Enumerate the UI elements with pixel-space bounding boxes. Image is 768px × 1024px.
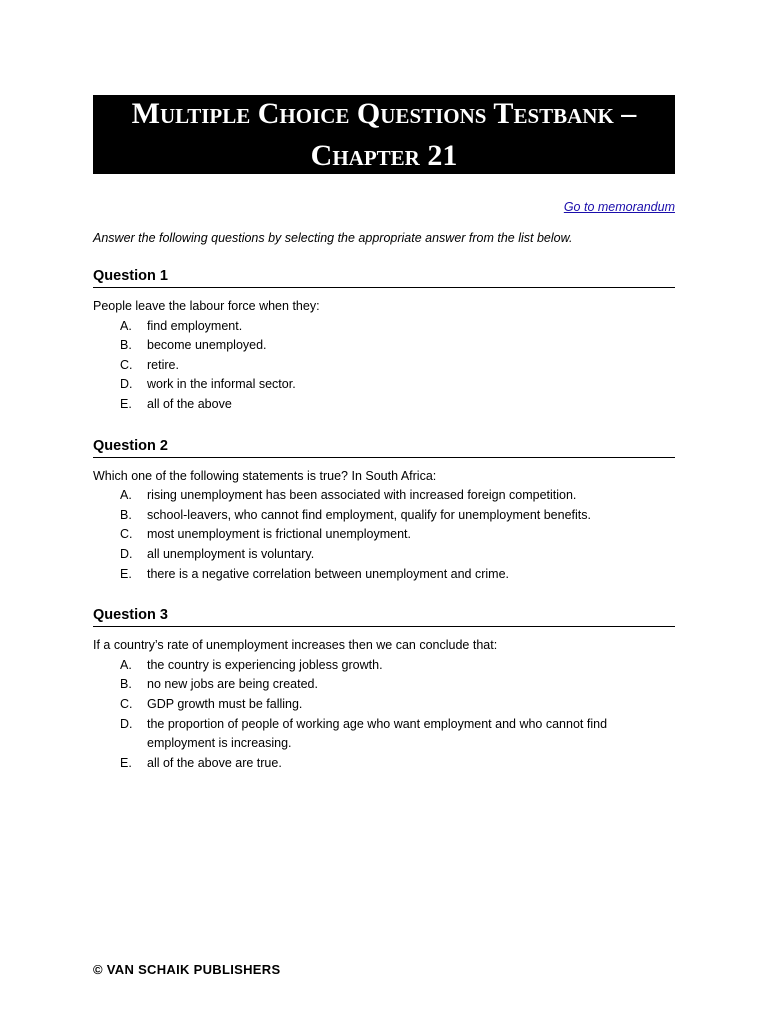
question-stem: Which one of the following statements is true? In South Africa: <box>93 468 437 483</box>
option-item <box>93 695 675 715</box>
question-stem: People leave the labour force when they: <box>93 299 320 313</box>
option-item <box>93 754 675 774</box>
option-letter: E. <box>120 755 132 770</box>
option-letter: A. <box>120 488 132 503</box>
option-item <box>93 565 675 585</box>
option-item <box>93 715 675 754</box>
option-text: retire. <box>147 357 179 372</box>
option-letter: A. <box>120 657 132 672</box>
option-text: become unemployed. <box>147 338 267 353</box>
instructions-text: Answer the following questions by selecting the appropriate answer from the list below. <box>93 231 573 245</box>
option-item <box>93 656 675 676</box>
option-text: all of the above <box>147 396 232 411</box>
option-text: rising unemployment has been associated with increased foreign competition. <box>147 488 577 503</box>
option-letter: C. <box>120 696 133 711</box>
footer-copyright: © VAN SCHAIK PUBLISHERS <box>93 962 281 977</box>
question-2 <box>93 437 675 585</box>
option-letter: B. <box>120 338 132 353</box>
memo-link-row <box>93 198 675 216</box>
option-text: most unemployment is frictional unemployment. <box>147 527 412 542</box>
option-text: all of the above are true. <box>147 755 282 770</box>
question-heading: Question 3 <box>93 606 675 627</box>
option-item <box>93 336 675 356</box>
option-letter: E. <box>120 566 132 581</box>
question-1 <box>93 267 675 415</box>
option-text: all unemployment is voluntary. <box>147 546 315 561</box>
option-letter: C. <box>120 527 133 542</box>
option-letter: B. <box>120 677 132 692</box>
option-item <box>93 675 675 695</box>
option-text: GDP growth must be falling. <box>147 696 303 711</box>
option-text: there is a negative correlation between unemployment and crime. <box>147 566 510 581</box>
option-item <box>93 506 675 526</box>
option-list <box>93 486 675 584</box>
option-letter: B. <box>120 507 132 522</box>
option-text: find employment. <box>147 318 243 333</box>
question-stem: If a country’s rate of unemployment increases then we can conclude that: <box>93 638 498 653</box>
option-item <box>93 317 675 337</box>
option-letter: A. <box>120 318 132 333</box>
option-item <box>93 545 675 565</box>
option-text: work in the informal sector. <box>147 377 296 392</box>
question-heading: Question 2 <box>93 437 675 458</box>
option-item <box>93 525 675 545</box>
question-3 <box>93 606 675 773</box>
option-text: no new jobs are being created. <box>147 677 318 692</box>
option-item <box>93 356 675 376</box>
go-to-memorandum-link[interactable]: Go to memorandum <box>563 200 675 214</box>
option-list <box>93 317 675 415</box>
question-heading: Question 1 <box>93 267 675 288</box>
option-list <box>93 656 675 774</box>
option-text: the country is experiencing jobless growth. <box>147 657 383 672</box>
option-letter: D. <box>120 546 133 561</box>
page-title: Multiple Choice Questions Testbank – Chapter 21 <box>93 95 675 174</box>
option-item <box>93 395 675 415</box>
option-letter: D. <box>120 377 133 392</box>
document-page <box>93 95 675 773</box>
option-letter: D. <box>120 716 133 731</box>
option-letter: C. <box>120 357 133 372</box>
option-item <box>93 486 675 506</box>
option-text: the proportion of people of working age who want employment and who cannot find employment is increasing. <box>147 716 608 751</box>
option-letter: E. <box>120 396 132 411</box>
option-item <box>93 375 675 395</box>
option-text: school-leavers, who cannot find employment, qualify for unemployment benefits. <box>147 507 591 522</box>
